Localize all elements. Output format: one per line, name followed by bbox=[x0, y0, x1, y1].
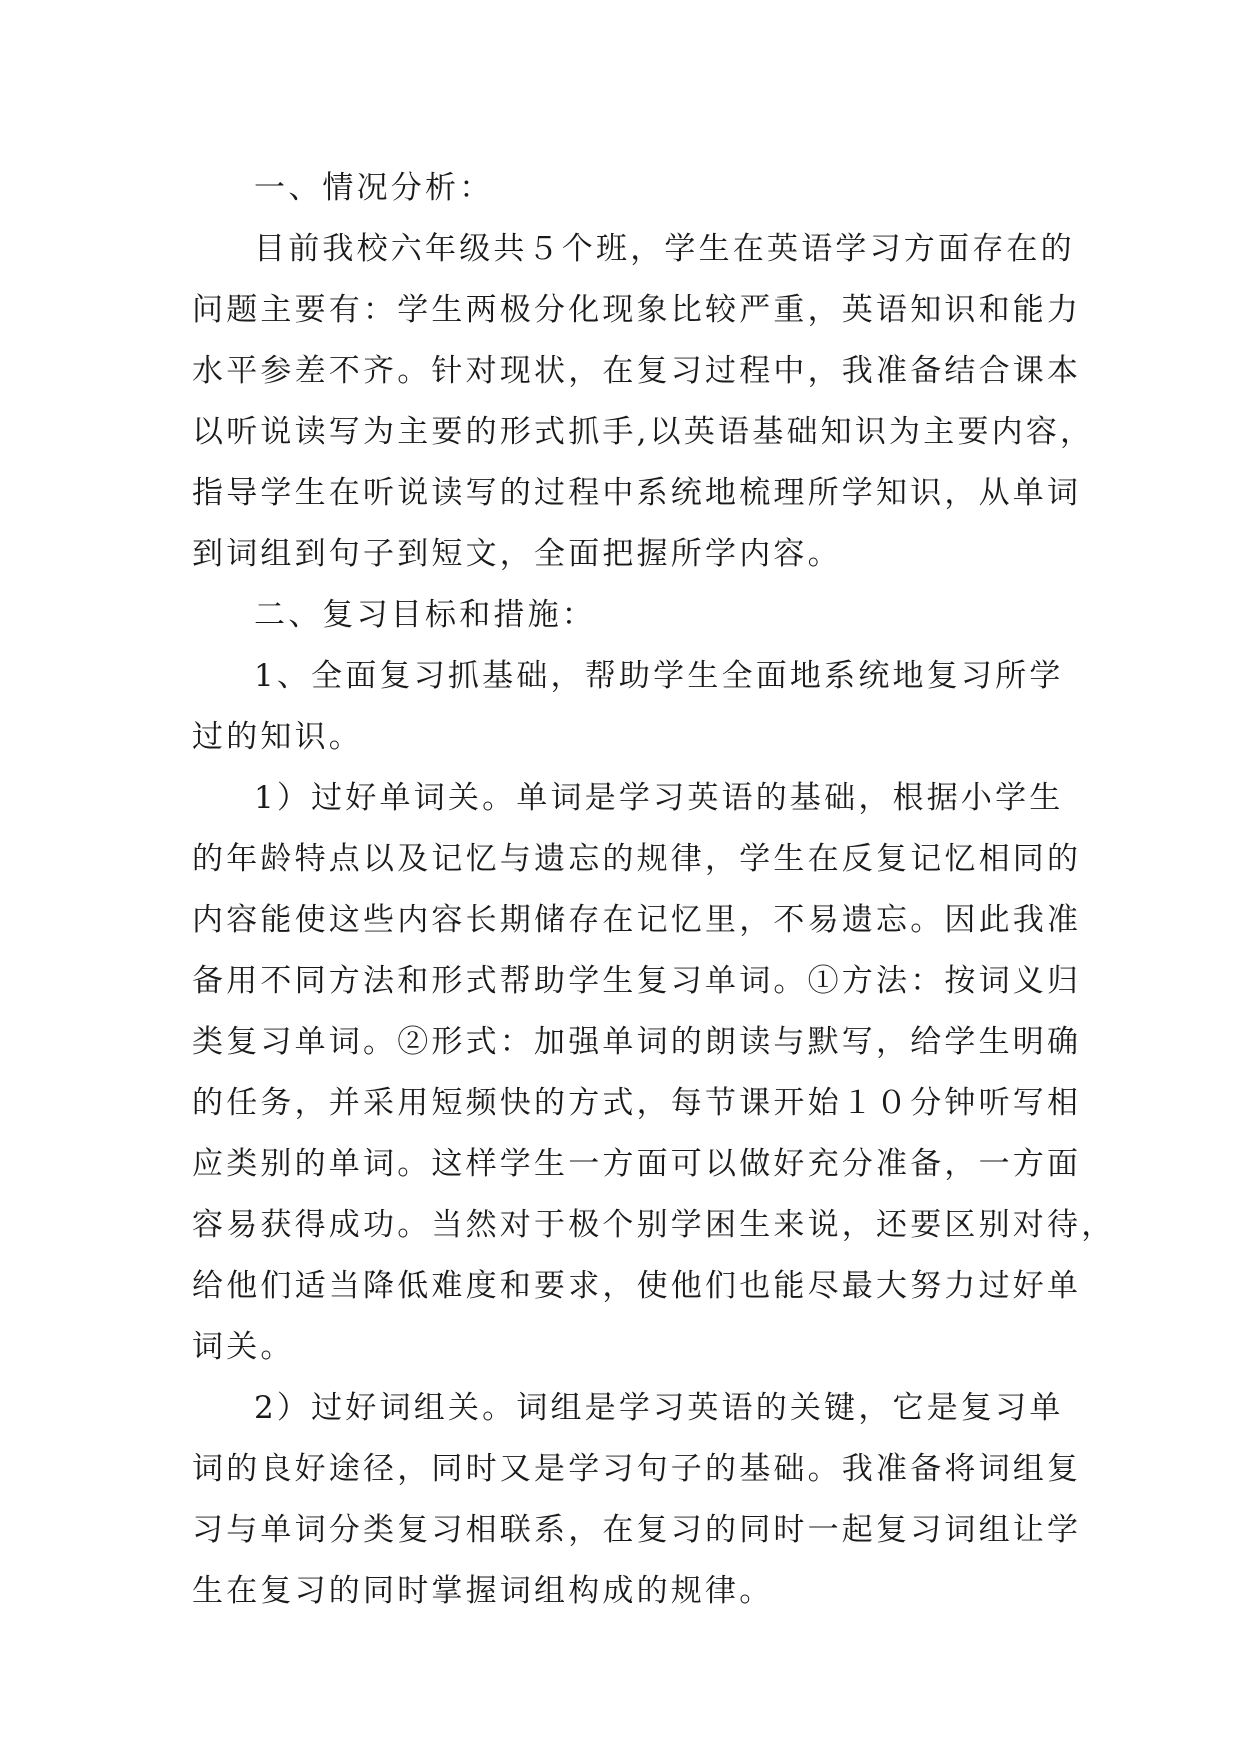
text-line: 1）过好单词关。单词是学习英语的基础，根据小学生 bbox=[254, 780, 1064, 816]
text-line: 过的知识。 bbox=[192, 719, 363, 755]
text-line: 生在复习的同时掌握词组构成的规律。 bbox=[192, 1573, 774, 1609]
text-line: 词的良好途径，同时又是学习句子的基础。我准备将词组复 bbox=[192, 1451, 1082, 1487]
text-line: 应类别的单词。这样学生一方面可以做好充分准备，一方面 bbox=[192, 1146, 1082, 1182]
text-line: 一、情况分析： bbox=[254, 170, 494, 206]
text-line: 指导学生在听说读写的过程中系统地梳理所学知识，从单词 bbox=[192, 475, 1082, 511]
text-line: 给他们适当降低难度和要求，使他们也能尽最大努力过好单 bbox=[192, 1268, 1082, 1304]
text-line: 问题主要有：学生两极分化现象比较严重，英语知识和能力 bbox=[192, 292, 1082, 328]
text-line: 1、全面复习抓基础，帮助学生全面地系统地复习所学 bbox=[254, 658, 1064, 694]
text-line: 的任务，并采用短频快的方式，每节课开始１０分钟听写相 bbox=[192, 1085, 1082, 1121]
text-line: 水平参差不齐。针对现状，在复习过程中，我准备结合课本 bbox=[192, 353, 1082, 389]
text-line: 类复习单词。②形式：加强单词的朗读与默写，给学生明确 bbox=[192, 1024, 1082, 1060]
text-line: 二、复习目标和措施： bbox=[254, 597, 596, 633]
text-line: 习与单词分类复习相联系，在复习的同时一起复习词组让学 bbox=[192, 1512, 1082, 1548]
text-line: 目前我校六年级共５个班，学生在英语学习方面存在的 bbox=[254, 231, 1075, 267]
text-line: 到词组到句子到短文，全面把握所学内容。 bbox=[192, 536, 842, 572]
document-body bbox=[192, 158, 1116, 1622]
text-line: 的年龄特点以及记忆与遗忘的规律，学生在反复记忆相同的 bbox=[192, 841, 1082, 877]
text-line: 备用不同方法和形式帮助学生复习单词。①方法：按词义归 bbox=[192, 963, 1082, 999]
text-line: 以听说读写为主要的形式抓手,以英语基础知识为主要内容， bbox=[192, 414, 1095, 450]
text-line: 词关。 bbox=[192, 1329, 295, 1365]
text-line: 容易获得成功。当然对于极个别学困生来说，还要区别对待， bbox=[192, 1207, 1116, 1243]
text-line: 2）过好词组关。词组是学习英语的关键，它是复习单 bbox=[254, 1390, 1064, 1426]
text-line: 内容能使这些内容长期储存在记忆里，不易遗忘。因此我准 bbox=[192, 902, 1082, 938]
